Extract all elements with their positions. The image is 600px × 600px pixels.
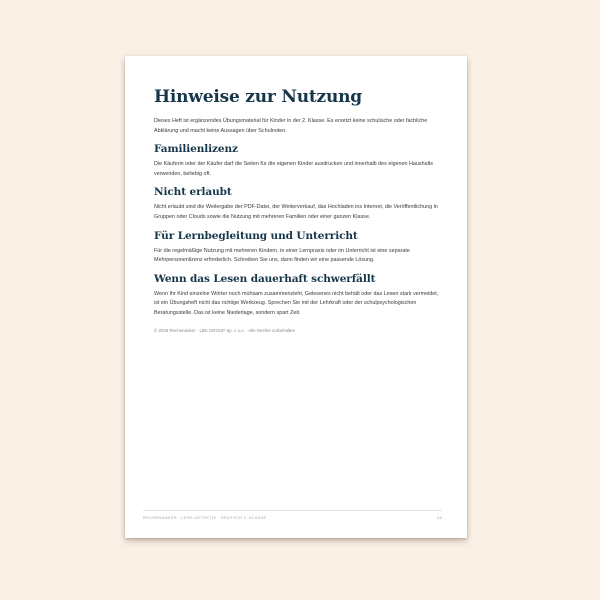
page-title: Hinweise zur Nutzung [154, 87, 362, 107]
section-heading-lernbegleitung: Für Lernbegleitung und Unterricht [154, 229, 358, 242]
document-page [125, 56, 467, 538]
section-body-lesen-schwer: Wenn Ihr Kind einzelne Wörter noch mühsam zusammenzieht, Gelesenes nicht behält oder das Lesen stark vermeidet, ist ein Übungsheft nicht das richtige Werkzeug. Sprechen Sie mit der Lehrkraft oder der schulpsychologischen Beratungsstelle. Das ist keine Niederlage, sondern spart Zeit. [154, 290, 439, 316]
page-number: 28 [436, 515, 442, 520]
section-heading-nicht-erlaubt: Nicht erlaubt [154, 186, 232, 199]
section-heading-familienlizenz: Familienlizenz [154, 143, 238, 156]
copyright-notice: © 2026 Rechenanker · LBK GROUP Sp. z o.o. · Alle Rechte vorbehalten [154, 327, 296, 333]
intro-paragraph: Dieses Heft ist ergänzendes Übungsmaterial für Kinder in der 2. Klasse. Es ersetzt keine schulische oder fachliche Abklärung und macht keine Aussagen über Schulnoten. [154, 118, 428, 134]
section-body-nicht-erlaubt: Nicht erlaubt sind die Weitergabe der PDF-Datei, der Weiterverkauf, das Hochladen ins Internet, die Veröffentlichung in Gruppen oder Clouds sowie die Nutzung mit mehreren Familien oder einer ganzen Klasse. [154, 204, 438, 220]
section-body-lernbegleitung: Für die regelmäßige Nutzung mit mehreren Kindern, in einer Lernpraxis oder im Unterricht ist eine separate Mehrpersonenlizenz erforderlich. Schreiben Sie uns, dann finden wir eine passende Lösung. [154, 247, 410, 264]
section-body-familienlizenz: Die Käuferin oder der Käufer darf die Seiten für die eigenen Kinder ausdrucken und innerhalb des eigenen Haushalts verwenden, beliebig oft. [154, 161, 433, 177]
page-content [154, 86, 442, 334]
footer-running-title: RECHENANKER · LESE-DETEKTIV · DEUTSCH 2. KLASSE [143, 515, 267, 520]
section-heading-lesen-schwer: Wenn das Lesen dauerhaft schwerfällt [154, 272, 376, 285]
page-footer [143, 510, 442, 521]
